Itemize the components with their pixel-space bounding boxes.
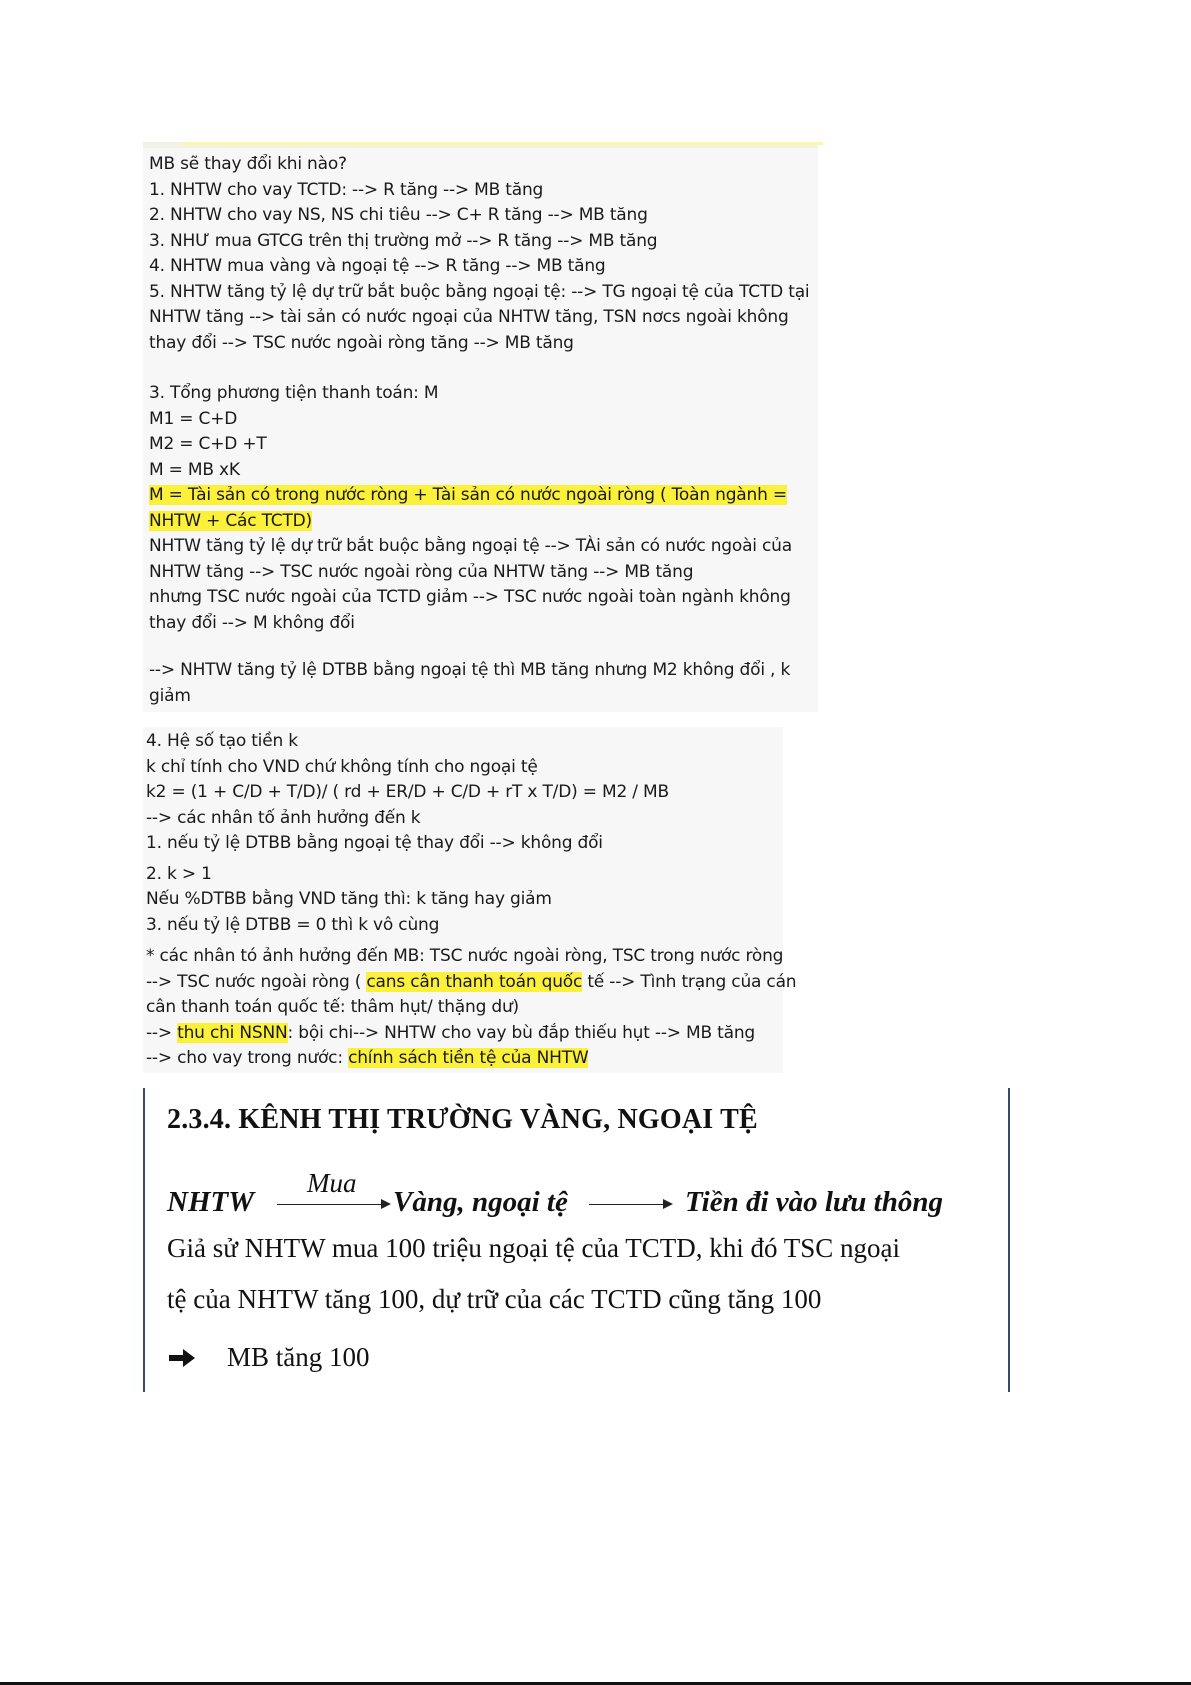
textbook-section-box	[143, 1088, 1010, 1392]
conclusion-line	[167, 1342, 370, 1373]
note-line: --> NHTW tăng tỷ lệ DTBB bằng ngoại tệ thì MB tăng nhưng M2 không đổi , k	[149, 660, 791, 680]
paragraph-line: Giả sử NHTW mua 100 triệu ngoại tệ của TCTD, khi đó TSC ngoại	[167, 1233, 901, 1263]
note-line: M2 = C+D +T	[149, 434, 267, 454]
highlighted-phrase: cans cân thanh toán quốc	[366, 971, 583, 992]
note-line: thay đổi --> TSC nước ngoài ròng tăng --> MB tăng	[149, 332, 574, 353]
paragraph-line: tệ của NHTW tăng 100, dự trữ của các TCTD cũng tăng 100	[167, 1284, 822, 1314]
note-line: 2. k > 1	[146, 863, 212, 884]
note-line: giảm	[149, 685, 191, 706]
note-line: --> các nhân tố ảnh hưởng đến k	[146, 807, 421, 828]
note-line	[146, 970, 797, 996]
note-line: 3. Tổng phương tiện thanh toán: M	[149, 383, 439, 403]
note-line: nhưng TSC nước ngoài của TCTD giảm --> TSC nước ngoài toàn ngành không	[149, 587, 791, 607]
note-line: NHTW tăng --> tài sản có nước ngoại của NHTW tăng, TSN nơcs ngoài không	[149, 307, 789, 327]
note-line: NHTW tăng tỷ lệ dự trữ bắt buộc bằng ngoại tệ --> TÀi sản có nước ngoài của	[149, 536, 792, 556]
flow-middle: Vàng, ngoại tệ	[393, 1186, 568, 1218]
note-line	[146, 1046, 783, 1072]
highlighted-formula: NHTW + Các TCTD)	[149, 510, 312, 531]
handwritten-note-screenshot-1	[143, 148, 818, 712]
note-line: thay đổi --> M không đổi	[149, 612, 355, 633]
note-line: Nếu %DTBB bằng VND tăng thì: k tăng hay giảm	[146, 889, 552, 909]
note-line: 5. NHTW tăng tỷ lệ dự trữ bắt buộc bằng ngoại tệ: --> TG ngoại tệ của TCTD tại	[149, 281, 810, 302]
note-line: 3. NHƯ mua GTCG trên thị trường mở --> R tăng --> MB tăng	[149, 230, 658, 251]
flow-arrow-2	[589, 1204, 671, 1205]
note-line: 1. NHTW cho vay TCTD: --> R tăng --> MB tăng	[149, 179, 544, 200]
note-line: 2. NHTW cho vay NS, NS chi tiêu --> C+ R tăng --> MB tăng	[149, 205, 648, 225]
highlighted-formula: M = Tài sản có trong nước ròng + Tài sản có nước ngoài ròng ( Toàn ngành =	[149, 485, 787, 505]
note-line: 1. nếu tỷ lệ DTBB bằng ngoại tệ thay đổi --> không đổi	[146, 833, 603, 853]
highlighted-phrase: chính sách tiền tệ của NHTW	[348, 1048, 589, 1068]
note-line: 3. nếu tỷ lệ DTBB = 0 thì k vô cùng	[146, 914, 440, 935]
conclusion-text: MB tăng 100	[227, 1342, 370, 1372]
flow-arrow-label: Mua	[307, 1168, 357, 1198]
note-line: 4. Hệ số tạo tiền k	[146, 731, 298, 751]
section-heading: 2.3.4. KÊNH THỊ TRƯỜNG VÀNG, NGOẠI TỆ	[167, 1104, 758, 1135]
flow-end: Tiền đi vào lưu thông	[685, 1186, 943, 1218]
note-text: --> cho vay trong nước:	[146, 1048, 349, 1068]
note-text: : bội chi--> NHTW cho vay bù đắp thiếu hụt --> MB tăng	[287, 1022, 756, 1043]
flow-start: NHTW	[167, 1186, 254, 1218]
note-line: MB sẽ thay đổi khi nào?	[149, 154, 347, 174]
note-line: cân thanh toán quốc tế: thâm hụt/ thặng dư)	[146, 997, 519, 1017]
note-line: M = MB xK	[149, 459, 240, 480]
handwritten-note-screenshot-2	[143, 727, 797, 1073]
note-text: -->	[146, 1022, 178, 1043]
flow-arrow-1	[277, 1204, 389, 1205]
note-line: NHTW tăng --> TSC nước ngoài ròng của NHTW tăng --> MB tăng	[149, 561, 694, 582]
note-line: 4. NHTW mua vàng và ngoại tệ --> R tăng --> MB tăng	[149, 256, 606, 276]
note-line	[146, 1021, 783, 1047]
highlighted-phrase: thu chi NSNN	[177, 1022, 288, 1043]
note-line: k chỉ tính cho VND chứ không tính cho ngoại tệ	[146, 756, 538, 777]
right-arrow-icon	[167, 1346, 197, 1370]
flow-diagram	[167, 1164, 1007, 1224]
note-line: * các nhân tó ảnh hưởng đến MB: TSC nước ngoài ròng, TSC trong nước ròng	[146, 946, 784, 966]
note-line: k2 = (1 + C/D + T/D)/ ( rd + ER/D + C/D + rT x T/D) = M2 / MB	[146, 782, 669, 802]
note-text: --> TSC nước ngoài ròng (	[146, 971, 367, 992]
note-line: M1 = C+D	[149, 408, 238, 429]
note-text: tế --> Tình trạng của cán	[582, 971, 797, 992]
